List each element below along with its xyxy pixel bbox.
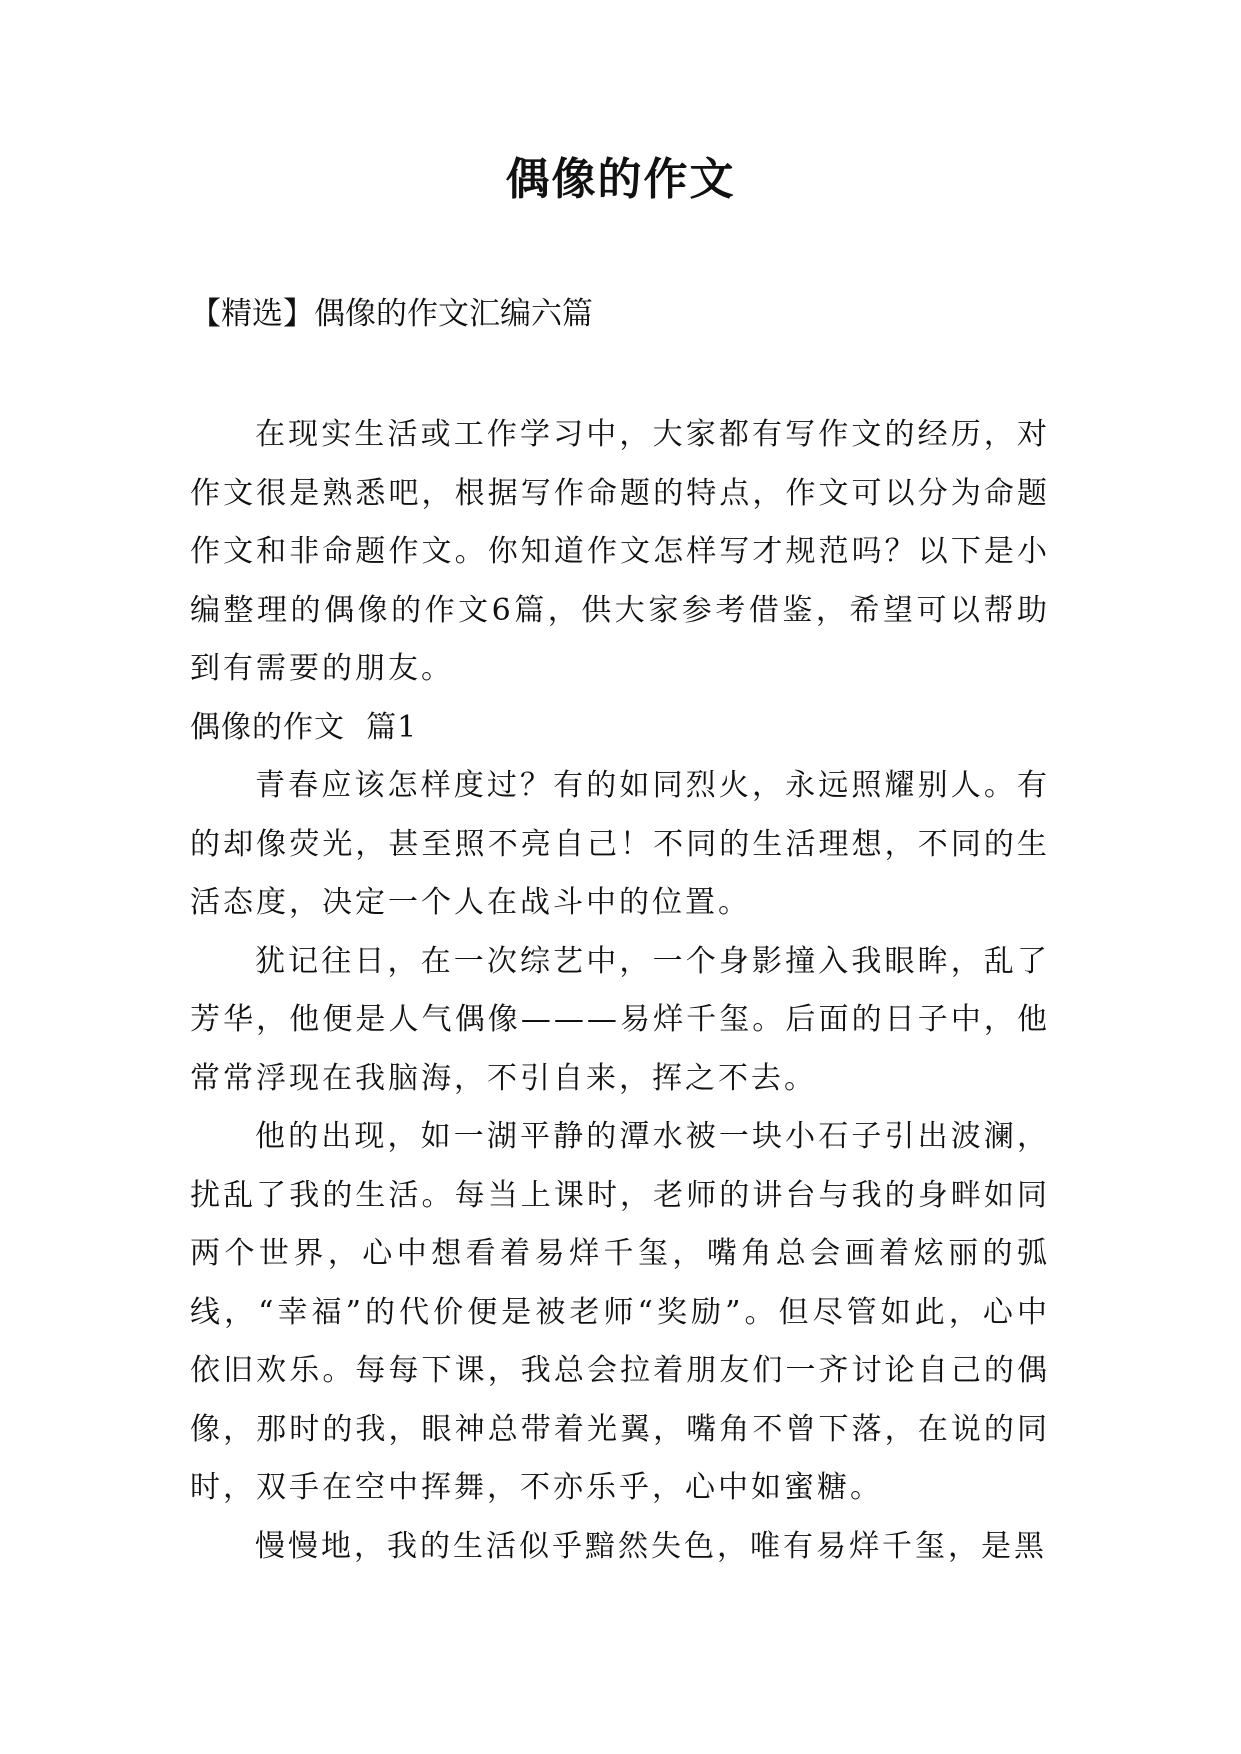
body-paragraph: 慢慢地，我的生活似乎黯然失色，唯有易烊千玺，是黑 — [255, 1528, 1047, 1564]
document-body — [190, 406, 1050, 1576]
body-paragraph: 他的出现，如一湖平静的潭水被一块小石子引出波澜，扰乱了我的生活。每当上课时，老师的讲台与我的身畔如同两个世界，心中想看着易烊千玺，嘴角总会画着炫丽的弧线，“幸福”的代价便是被老师“奖励”。但尽管如此，心中依旧欢乐。每每下课，我总会拉着朋友们一齐讨论自己的偶像，那时的我，眼神总带着光翼，嘴角不曾下落，在说的同时，双手在空中挥舞，不亦乐乎，心中如蜜糖。 — [190, 1119, 1050, 1505]
body-paragraph: 青春应该怎样度过？有的如同烈火，永远照耀别人。有的却像荧光，甚至照不亮自己！不同的生活理想，不同的生活态度，决定一个人在战斗中的位置。 — [190, 768, 1050, 920]
section-heading: 偶像的作文 篇1 — [190, 709, 418, 745]
body-paragraph: 犹记往日，在一次综艺中，一个身影撞入我眼眸，乱了芳华，他便是人气偶像———易烊千玺。后面的日子中，他常常浮现在我脑海，不引自来，挥之不去。 — [190, 943, 1050, 1096]
document-subtitle: 【精选】偶像的作文汇编六篇 — [190, 296, 593, 332]
document-title: 偶像的作文 — [505, 154, 736, 205]
intro-paragraph: 在现实生活或工作学习中，大家都有写作文的经历，对作文很是熟悉吧，根据写作命题的特点，作文可以分为命题作文和非命题作文。你知道作文怎样写才规范吗？以下是小编整理的偶像的作文6篇，供大家参考借鉴，希望可以帮助到有需要的朋友。 — [190, 417, 1050, 686]
